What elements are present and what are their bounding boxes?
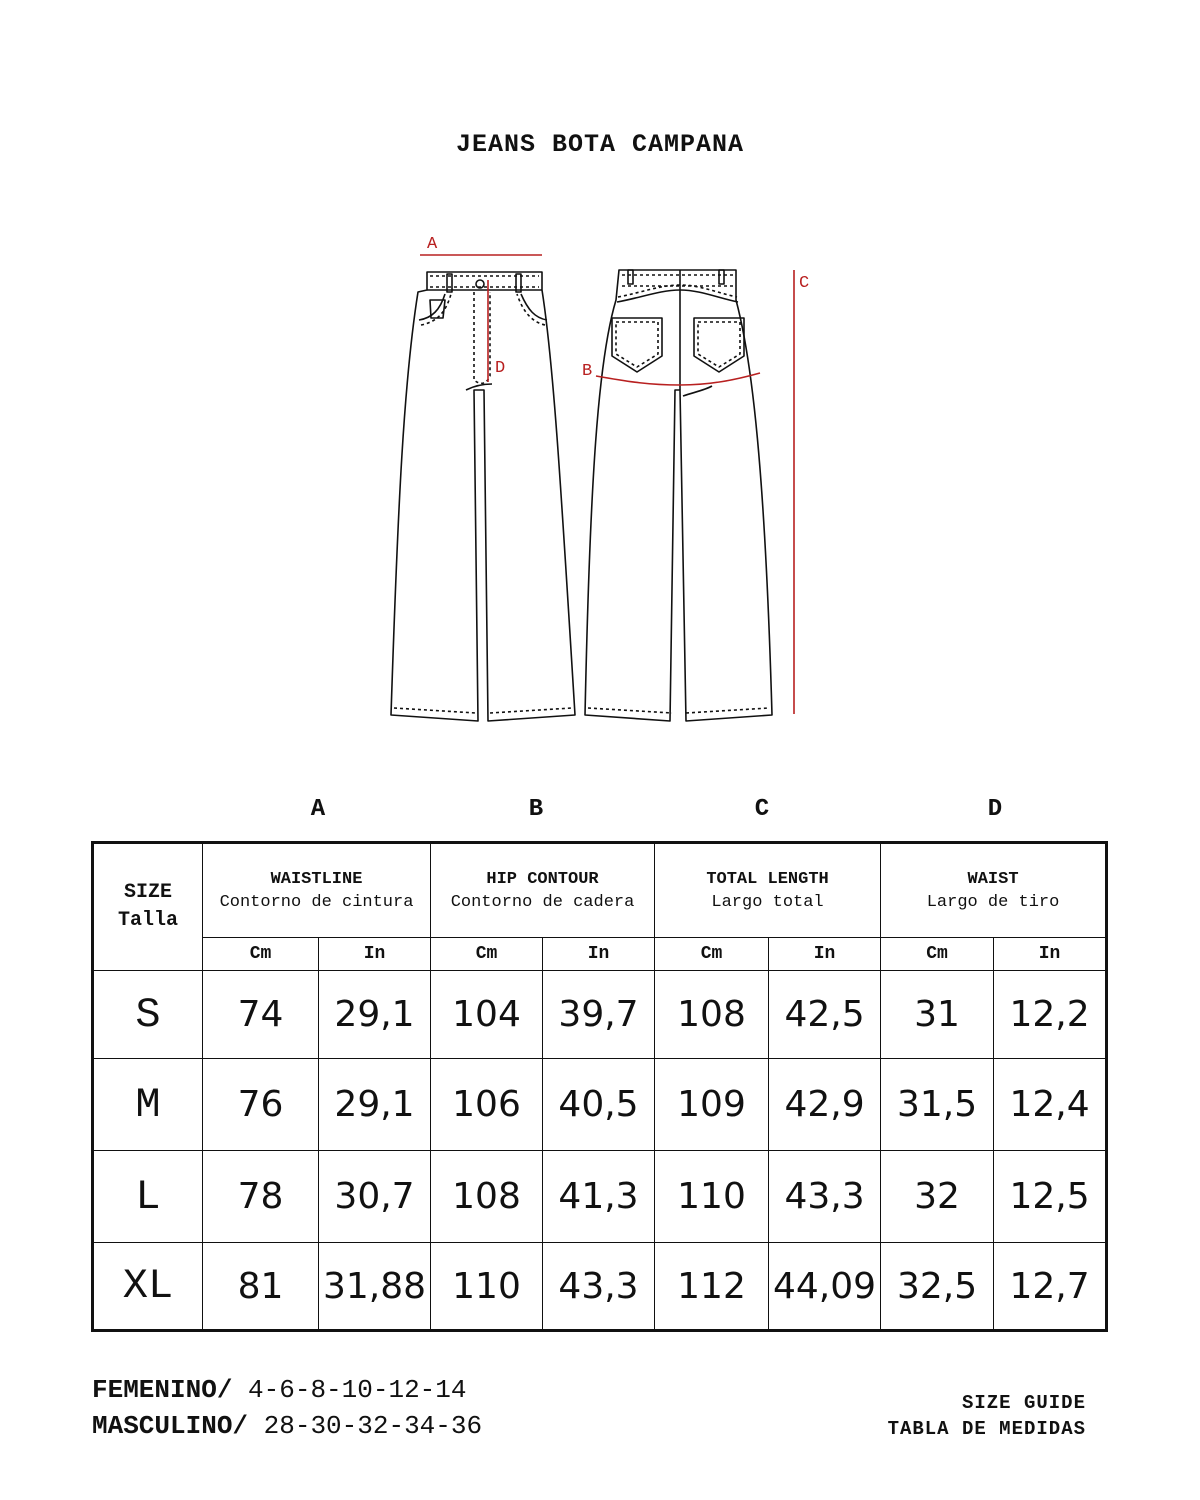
cell-value: 109 — [655, 1059, 769, 1151]
label-a: A — [427, 235, 438, 254]
size-guide-en: SIZE GUIDE — [961, 1392, 1086, 1414]
cell-value: 40,5 — [543, 1059, 655, 1151]
size-header-en: SIZE — [123, 881, 172, 904]
unit-header: Cm — [881, 938, 994, 971]
female-sizes-line — [92, 1372, 482, 1408]
cell-value: 39,7 — [543, 971, 655, 1059]
cell-value: 44,09 — [769, 1243, 881, 1331]
male-sizes-line — [92, 1408, 482, 1444]
female-sizes: 4-6-8-10-12-14 — [248, 1375, 467, 1405]
column-letter-c: C — [754, 796, 770, 823]
column-letter-d: D — [987, 796, 1003, 823]
cell-value: 108 — [655, 971, 769, 1059]
cell-value: 31 — [881, 971, 994, 1059]
table-row — [93, 971, 1107, 1059]
back-pocket-right — [694, 318, 744, 372]
size-equivalence — [92, 1372, 482, 1444]
cell-value: 12,7 — [994, 1243, 1107, 1331]
front-view-outline — [391, 272, 575, 721]
size-header — [93, 843, 203, 971]
cell-value: 42,9 — [769, 1059, 881, 1151]
cell-value: 43,3 — [543, 1243, 655, 1331]
cell-value: 32,5 — [881, 1243, 994, 1331]
group-header-total-length: TOTAL LENGTH Largo total — [655, 843, 881, 938]
cell-value: 32 — [881, 1151, 994, 1243]
size-label: L — [93, 1151, 203, 1243]
column-letter-a: A — [310, 796, 326, 823]
cell-value: 108 — [431, 1151, 543, 1243]
label-d: D — [495, 359, 506, 378]
cell-value: 31,88 — [319, 1243, 431, 1331]
cell-value: 74 — [203, 971, 319, 1059]
cell-value: 30,7 — [319, 1151, 431, 1243]
group-header-waist: WAIST Largo de tiro — [881, 843, 1107, 938]
table-row — [93, 1151, 1107, 1243]
cell-value: 29,1 — [319, 971, 431, 1059]
size-guide-caption — [888, 1390, 1086, 1442]
cell-value: 12,4 — [994, 1059, 1107, 1151]
group-header-hip-contour: HIP CONTOUR Contorno de cadera — [431, 843, 655, 938]
male-label: MASCULINO/ — [92, 1411, 249, 1441]
unit-header: In — [994, 938, 1107, 971]
cell-value: 29,1 — [319, 1059, 431, 1151]
size-header-es: Talla — [117, 909, 178, 932]
unit-header: In — [769, 938, 881, 971]
cell-value: 78 — [203, 1151, 319, 1243]
cell-value: 12,2 — [994, 971, 1107, 1059]
back-pocket-left — [612, 318, 662, 372]
male-sizes: 28-30-32-34-36 — [263, 1411, 483, 1441]
size-label: M — [93, 1059, 203, 1151]
cell-value: 12,5 — [994, 1151, 1107, 1243]
cell-value: 104 — [431, 971, 543, 1059]
cell-value: 110 — [431, 1243, 543, 1331]
unit-header: In — [319, 938, 431, 971]
cell-value: 112 — [655, 1243, 769, 1331]
label-b: B — [582, 362, 593, 381]
unit-header: Cm — [431, 938, 543, 971]
cell-value: 81 — [203, 1243, 319, 1331]
unit-header: Cm — [655, 938, 769, 971]
cell-value: 41,3 — [543, 1151, 655, 1243]
female-label: FEMENINO/ — [92, 1375, 233, 1405]
table-row — [93, 1243, 1107, 1331]
label-c: C — [799, 274, 810, 293]
group-header-waistline: WAISTLINE Contorno de cintura — [203, 843, 431, 938]
column-letter-b: B — [528, 796, 544, 823]
measure-line-b — [596, 373, 760, 385]
cell-value: 43,3 — [769, 1151, 881, 1243]
size-guide-es: TABLA DE MEDIDAS — [887, 1418, 1086, 1440]
cell-value: 76 — [203, 1059, 319, 1151]
cell-value: 106 — [431, 1059, 543, 1151]
size-label: S — [93, 971, 203, 1059]
cell-value: 42,5 — [769, 971, 881, 1059]
table-row — [93, 1059, 1107, 1151]
cell-value: 31,5 — [881, 1059, 994, 1151]
unit-header: Cm — [203, 938, 319, 971]
size-table — [91, 841, 1108, 1332]
page-title: JEANS BOTA CAMPANA — [455, 130, 745, 159]
cell-value: 110 — [655, 1151, 769, 1243]
unit-header: In — [543, 938, 655, 971]
size-label: XL — [93, 1243, 203, 1331]
